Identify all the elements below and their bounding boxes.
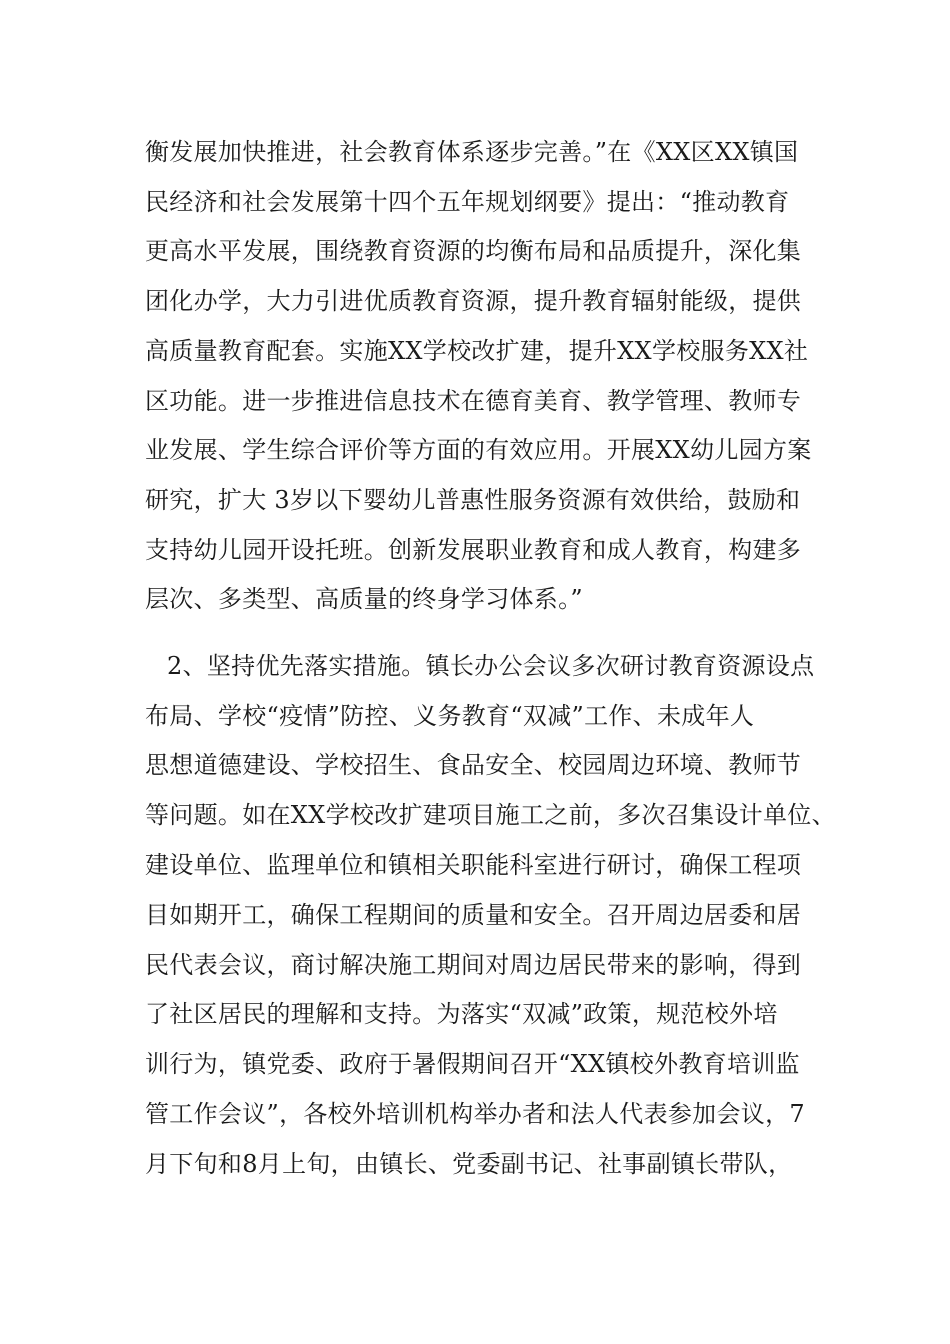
text-line: 团化办学，大力引进优质教育资源，提升教育辐射能级，提供 — [145, 287, 802, 315]
text-line: 训行为，镇党委、政府于暑假期间召开“XX镇校外教育培训监 — [145, 1050, 800, 1078]
text-line: 了社区居民的理解和支持。为落实“双减”政策，规范校外培 — [145, 1000, 778, 1028]
text-line: 研究，扩大 3岁以下婴幼儿普惠性服务资源有效供给，鼓励和 — [145, 486, 801, 514]
text-line: 等问题。如在XX学校改扩建项目施工之前，多次召集设计单位、 — [145, 801, 836, 829]
text-line: 民代表会议，商讨解决施工期间对周边居民带来的影响，得到 — [145, 951, 802, 979]
text-line: 2、坚持优先落实措施。镇长办公会议多次研讨教育资源设点 — [167, 652, 815, 680]
text-line: 月下旬和8月上旬，由镇长、党委副书记、社事副镇长带队， — [145, 1150, 793, 1178]
text-line: 建设单位、监理单位和镇相关职能科室进行研讨，确保工程项 — [145, 851, 802, 879]
text-line: 支持幼儿园开设托班。创新发展职业教育和成人教育，构建多 — [145, 536, 802, 564]
text-line: 衡发展加快推进，社会教育体系逐步完善。”在《XX区XX镇国 — [145, 138, 799, 166]
text-line: 高质量教育配套。实施XX学校改扩建，提升XX学校服务XX社 — [145, 337, 809, 365]
text-line: 布局、学校“疫情”防控、义务教育“双减”工作、未成年人 — [145, 702, 755, 730]
text-line: 层次、多类型、高质量的终身学习体系。” — [145, 585, 583, 613]
text-line: 管工作会议”，各校外培训机构举办者和法人代表参加会议，7 — [145, 1100, 805, 1128]
text-line: 目如期开工，确保工程期间的质量和安全。召开周边居委和居 — [145, 901, 802, 929]
text-line: 民经济和社会发展第十四个五年规划纲要》提出：“推动教育 — [145, 188, 790, 216]
text-line: 业发展、学生综合评价等方面的有效应用。开展XX幼儿园方案 — [145, 436, 812, 464]
text-line: 思想道德建设、学校招生、食品安全、校园周边环境、教师节 — [145, 751, 802, 779]
text-line: 更高水平发展，围绕教育资源的均衡布局和品质提升，深化集 — [145, 237, 802, 265]
text-line: 区功能。进一步推进信息技术在德育美育、教学管理、教师专 — [145, 387, 802, 415]
